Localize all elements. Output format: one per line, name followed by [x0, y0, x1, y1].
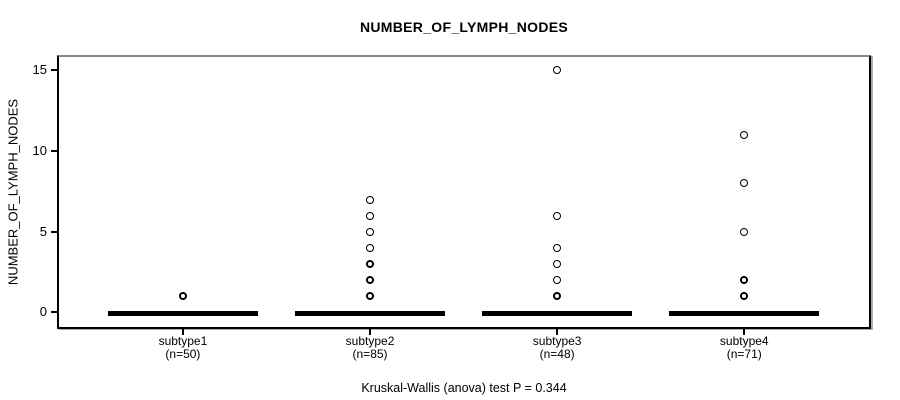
y-tick — [51, 69, 57, 71]
outlier-point — [740, 276, 748, 284]
outlier-point — [366, 260, 374, 268]
chart-title: NUMBER_OF_LYMPH_NODES — [359, 19, 569, 35]
median-line — [108, 311, 258, 316]
x-category-count: (n=71) — [726, 347, 762, 361]
outlier-point — [366, 228, 374, 236]
x-category-label — [669, 335, 819, 361]
outlier-point — [553, 244, 561, 252]
y-tick-label: 15 — [32, 62, 47, 78]
outlier-point — [740, 179, 748, 187]
outlier-point — [740, 228, 748, 236]
x-category-count: (n=85) — [352, 347, 388, 361]
x-category-name: subtype3 — [532, 334, 582, 348]
y-tick-label: 10 — [32, 143, 47, 159]
outlier-point — [366, 244, 374, 252]
outlier-point — [366, 276, 374, 284]
outlier-point — [366, 196, 374, 204]
y-tick-label: 5 — [39, 223, 47, 239]
median-line — [669, 311, 819, 316]
outlier-point — [553, 212, 561, 220]
x-category-count: (n=50) — [165, 347, 201, 361]
y-tick — [51, 311, 57, 313]
outlier-point — [553, 276, 561, 284]
plot-area — [32, 55, 871, 361]
y-tick — [51, 150, 57, 152]
x-category-label — [295, 335, 445, 361]
stat-test-caption: Kruskal-Wallis (anova) test P = 0.344 — [361, 381, 567, 395]
outlier-point — [366, 292, 374, 300]
x-category-label — [482, 335, 632, 361]
x-category-label — [108, 335, 258, 361]
x-category-name: subtype1 — [158, 334, 208, 348]
y-axis-label: NUMBER_OF_LYMPH_NODES — [5, 98, 21, 286]
x-category-name: subtype2 — [345, 334, 395, 348]
outlier-point — [553, 66, 561, 74]
y-tick — [51, 231, 57, 233]
outlier-point — [366, 212, 374, 220]
outlier-point — [553, 260, 561, 268]
median-line — [295, 311, 445, 316]
x-category-name: subtype4 — [719, 334, 769, 348]
median-line — [482, 311, 632, 316]
outlier-point — [179, 292, 187, 300]
outlier-point — [740, 131, 748, 139]
y-tick-label: 0 — [39, 304, 47, 320]
outlier-point — [553, 292, 561, 300]
x-category-count: (n=48) — [539, 347, 575, 361]
outlier-point — [740, 292, 748, 300]
